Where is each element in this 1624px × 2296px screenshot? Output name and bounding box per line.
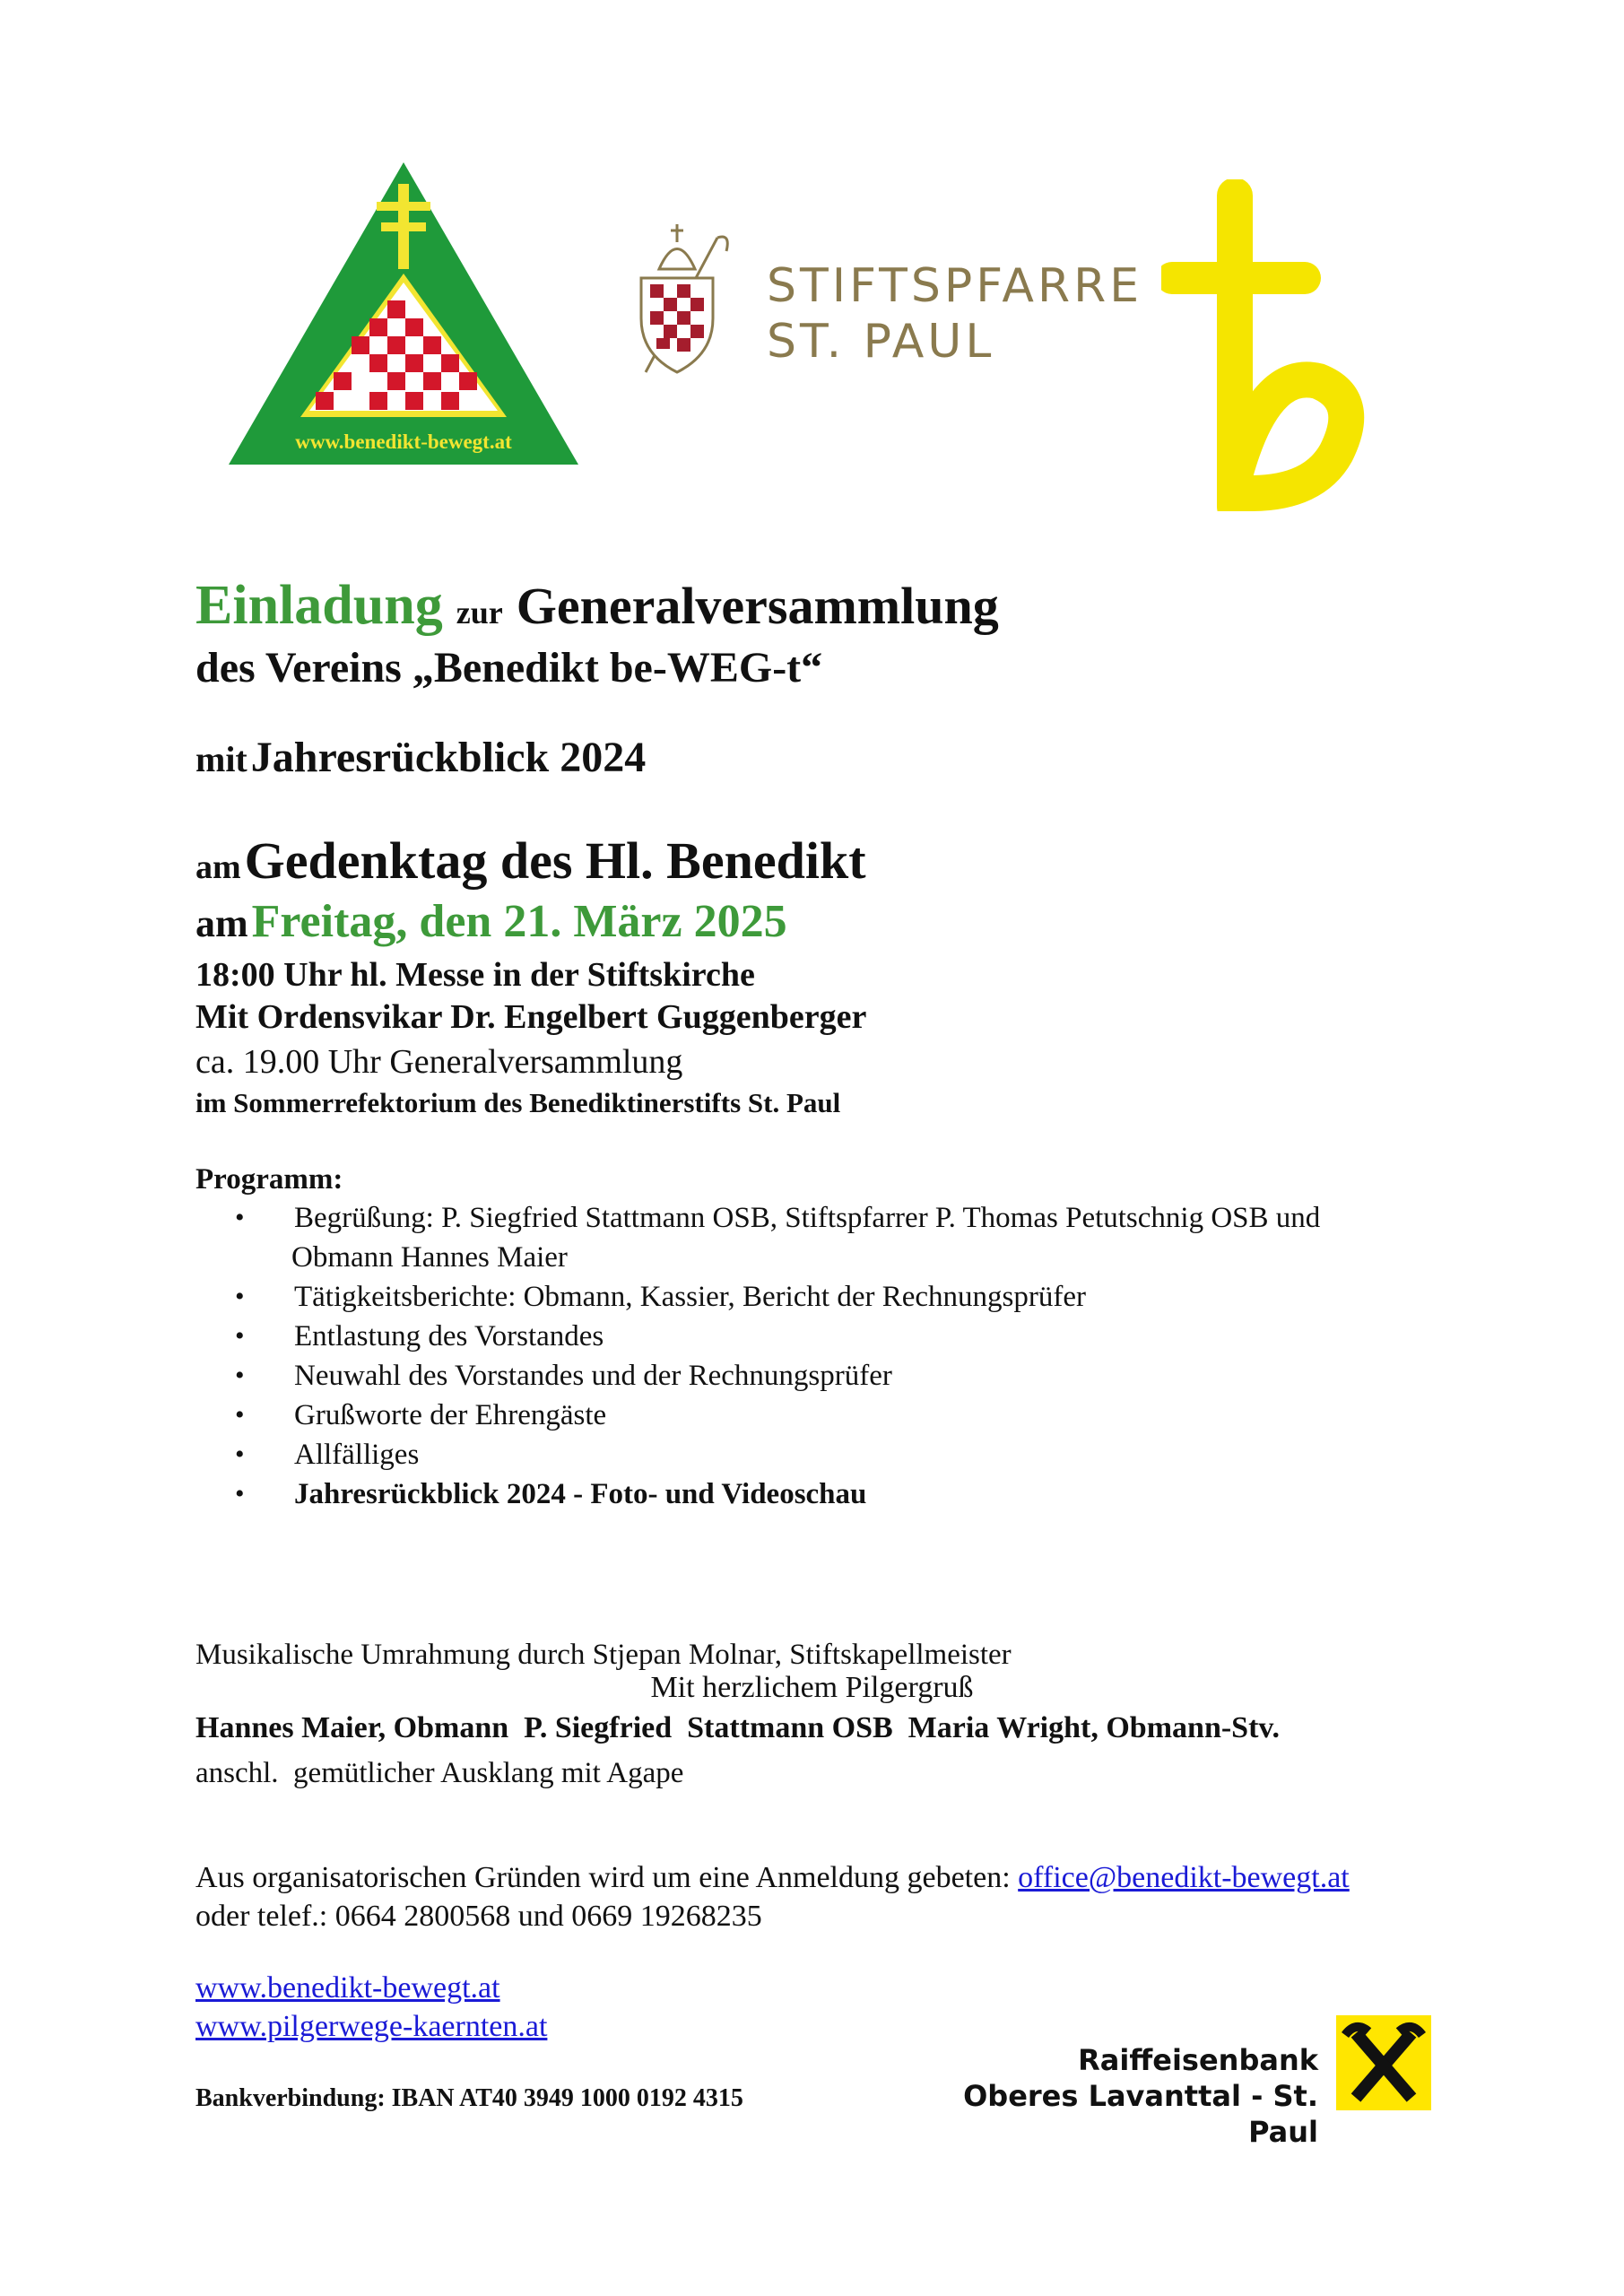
link-benedikt-bewegt[interactable]: www.benedikt-bewegt.at	[195, 1971, 500, 2005]
heading-einladung: Einladung	[195, 575, 443, 636]
programm-title: Programm:	[195, 1163, 343, 1196]
details-ordensvikar: Mit Ordensvikar Dr. Engelbert Guggenberger	[195, 998, 867, 1036]
programm-item-text: Grußworte der Ehrengäste	[294, 1399, 607, 1431]
programm-item-text: Tätigkeitsberichte: Obmann, Kassier, Bericht der Rechnungsprüfer	[294, 1281, 1086, 1313]
heading-line1	[195, 574, 999, 644]
heading-jahresrueckblick-text: Jahresrückblick 2024	[250, 734, 647, 781]
raiffeisen-line2: Oberes Lavanttal - St. Paul	[963, 2079, 1318, 2149]
programm-item	[195, 1396, 1496, 1435]
heading-zur: zur	[456, 595, 503, 631]
benedikt-bewegt-logo	[224, 157, 583, 471]
programm-item-text: Neuwahl des Vorstandes und der Rechnungsprüfer	[294, 1360, 892, 1392]
bullet-icon: •	[235, 1361, 245, 1390]
details-location: im Sommerrefektorium des Benediktinerstifts St. Paul	[195, 1087, 841, 1118]
heading-am1: am	[195, 848, 241, 886]
music-line1: Musikalische Umrahmung durch Stjepan Molnar, Stiftskapellmeister	[195, 1639, 1012, 1671]
registration-label: Aus organisatorischen Gründen wird um eine Anmeldung gebeten:	[195, 1861, 1019, 1894]
programm-list	[195, 1198, 1496, 1514]
registration-text	[195, 1858, 1350, 1898]
link-pilgerwege-kaernten[interactable]: www.pilgerwege-kaernten.at	[195, 2010, 548, 2043]
programm-item-text: Entlastung des Vorstandes	[294, 1320, 604, 1352]
programm-item-text: Begrüßung: P. Siegfried Stattmann OSB, Stiftspfarrer P. Thomas Petutschnig OSB und	[294, 1202, 1321, 1234]
programm-item-text: Jahresrückblick 2024 - Foto- und Videoschau	[294, 1478, 867, 1510]
bullet-icon: •	[235, 1203, 245, 1232]
programm-item	[195, 1474, 1496, 1514]
details-messe: 18:00 Uhr hl. Messe in der Stiftskirche	[195, 956, 755, 994]
programm-item	[195, 1277, 1496, 1317]
heading-mit: mit	[195, 739, 248, 779]
heading-verein: des Vereins „Benedikt be-WEG-t“	[195, 644, 823, 691]
programm-item	[195, 1317, 1496, 1356]
heading-date: Freitag, den 21. März 2025	[251, 896, 787, 947]
bullet-icon: •	[235, 1479, 245, 1509]
programm-item	[195, 1435, 1496, 1474]
yellow-cross-b-icon	[1161, 179, 1368, 511]
bullet-icon: •	[235, 1282, 245, 1311]
programm-item-text-cont: Obmann Hannes Maier	[291, 1241, 568, 1274]
raiffeisen-logo-icon	[1336, 2015, 1431, 2110]
heading-am2: am	[195, 901, 248, 945]
programm-item	[195, 1356, 1496, 1396]
heading-gedenktag-text: Gedenktag des Hl. Benedikt	[244, 831, 866, 890]
bullet-icon: •	[235, 1400, 245, 1430]
email-link[interactable]: office@benedikt-bewegt.at	[1018, 1861, 1350, 1894]
svg-text:www.benedikt-bewegt.at: www.benedikt-bewegt.at	[295, 430, 512, 453]
stiftspfarre-line2: ST. PAUL	[767, 315, 995, 369]
stiftspfarre-line1: STIFTSPFARRE	[767, 259, 1143, 313]
music-line2: anschl. gemütlicher Ausklang mit Agape	[195, 1757, 684, 1789]
bullet-icon: •	[235, 1439, 245, 1469]
programm-item-text: Allfälliges	[294, 1439, 420, 1471]
details-gv-time: ca. 19.00 Uhr Generalversammlung	[195, 1043, 683, 1081]
bank-details: Bankverbindung: IBAN AT40 3949 1000 0192 4315	[195, 2084, 743, 2112]
stiftspfarre-title	[767, 258, 1142, 370]
closing-greeting: Mit herzlichem Pilgergruß	[650, 1671, 974, 1704]
registration-phone: oder telef.: 0664 2800568 und 0669 19268235	[195, 1900, 762, 1933]
raiffeisen-name	[897, 2042, 1318, 2150]
closing-signatures: Hannes Maier, Obmann P. Siegfried Stattmann OSB Maria Wright, Obmann-Stv.	[195, 1711, 1281, 1744]
stiftspfarre-crest-icon	[619, 220, 735, 381]
programm-item	[195, 1198, 1496, 1277]
heading-date-line	[195, 893, 787, 961]
raiffeisen-line1: Raiffeisenbank	[1078, 2043, 1318, 2077]
bullet-icon: •	[235, 1321, 245, 1351]
heading-generalversammlung: Generalversammlung	[516, 577, 999, 635]
heading-jahresrueckblick	[195, 731, 646, 795]
